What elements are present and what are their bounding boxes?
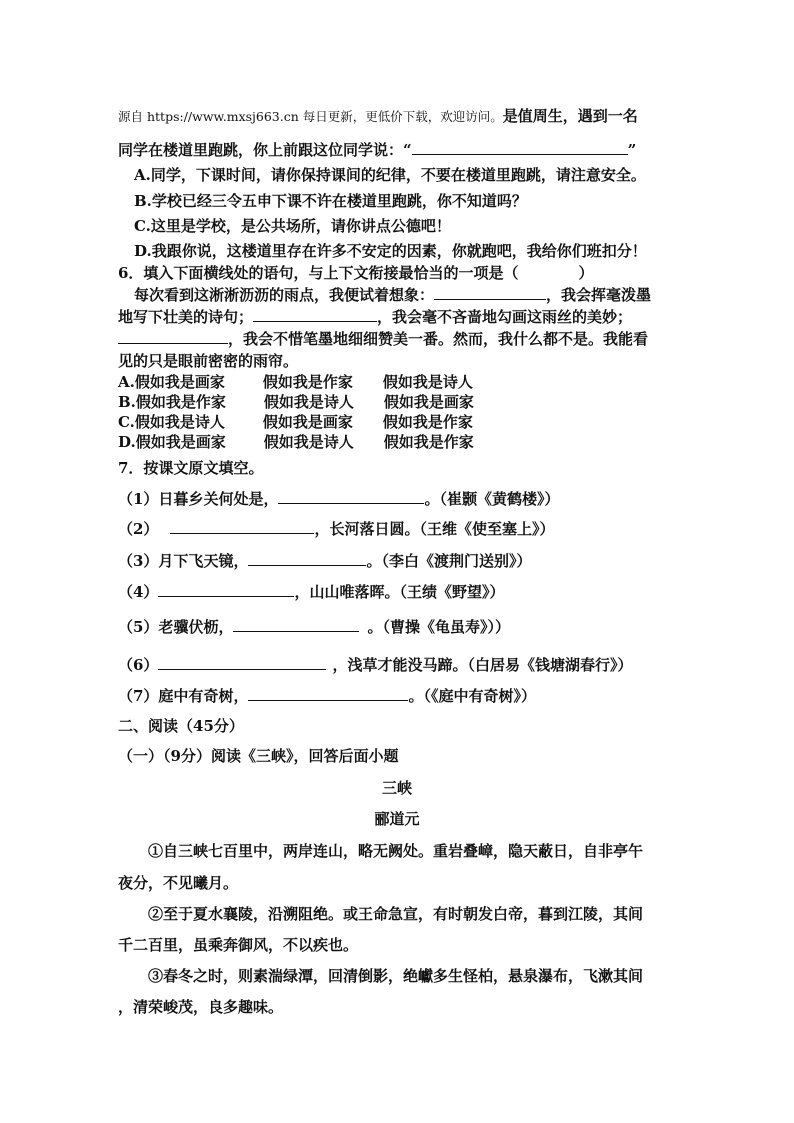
q7-item-7: （7）庭中有奇树， 。（《庭中有奇树》） [118, 687, 536, 705]
q6-answer-blank[interactable] [518, 264, 578, 278]
q6-passage-line-4: 见的只是眼前密密的雨帘。 [118, 352, 299, 370]
q7-blank-4[interactable] [158, 582, 294, 597]
passage-para-2-line-1: ②至于夏水襄陵，沿溯阻绝。或王命急宣，有时朝发白帝，暮到江陵，其间 [148, 905, 644, 923]
q7-item-6: （6） ，浅草才能没马蹄。（白居易《钱塘湖春行》） [118, 656, 633, 674]
passage-para-3-line-2: ，清荣峻茂，良多趣味。 [118, 998, 284, 1016]
q7-blank-2[interactable] [170, 519, 314, 534]
q6-blank-2[interactable] [253, 307, 377, 322]
header-line [118, 106, 638, 127]
passage-title: 三峡 [381, 779, 412, 797]
passage-para-3-line-1: ③春冬之时，则素湍绿潭，回清倒影，绝巘多生怪柏，悬泉瀑布，飞漱其间 [148, 967, 644, 985]
q7-item-4: （4） ，山山唯落晖。（王绩《野望》） [118, 583, 505, 601]
q6-passage-line-1: 每次看到这淅淅沥沥的雨点，我便试着想象： ，我会挥毫泼墨 [134, 286, 652, 304]
q6-stem: 6．填入下面横线处的语句，与上下文衔接最恰当的一项是（ ） [118, 264, 594, 282]
passage-author: 郦道元 [374, 810, 420, 828]
q7-blank-1[interactable] [278, 489, 424, 504]
section-heading: 二、阅读（45分） [118, 717, 244, 735]
q6-passage-line-3: ，我会不惜笔墨地细细赞美一番。然而，我什么都不是。我能看 [118, 329, 648, 349]
q5-prompt: 同学在楼道里跑跳，你上前跟这位同学说：“ ” [118, 141, 637, 159]
q6-passage-line-2: 地写下壮美的诗句； ，我会毫不吝啬地勾画这雨丝的美妙； [118, 308, 633, 326]
q5-intro: 是值周生，遇到一名 [502, 107, 638, 125]
source-note: 源自 https://www.mxsj663.cn 每日更新，更低价下载，欢迎访问。 [118, 109, 503, 124]
q5-option-a: A.同学，下课时间，请你保持课间的纪律，不要在楼道里跑跳，请注意安全。 [134, 166, 646, 184]
passage-para-1-line-2: 夜分，不见曦月。 [118, 874, 239, 892]
q7-blank-6[interactable] [158, 655, 326, 670]
q7-item-3: （3）月下飞天镜， 。（李白《渡荆门送别》） [118, 552, 532, 570]
q5-option-b: B.学校已经三令五申下课不许在楼道里跑跳，你不知道吗？ [134, 192, 527, 210]
q6-blank-1[interactable] [434, 285, 546, 300]
q6-option-b: B.假如我是作家 假如我是诗人 假如我是画家 [118, 393, 474, 411]
q7-blank-7[interactable] [248, 686, 408, 701]
passage-para-2-line-2: 千二百里，虽乘奔御风，不以疾也。 [118, 936, 359, 954]
reading-part-heading: （一）（9分）阅读《三峡》，回答后面小题 [118, 747, 399, 765]
q6-option-d: D.假如我是画家 假如我是诗人 假如我是作家 [118, 433, 474, 451]
q5-option-c: C.这里是学校，是公共场所，请你讲点公德吧！ [134, 217, 451, 235]
q6-option-a: A.假如我是画家 假如我是作家 假如我是诗人 [118, 373, 473, 391]
q5-option-d: D.我跟你说，这楼道里存在许多不安定的因素，你就跑吧，我给你们班扣分！ [134, 242, 647, 260]
q6-option-c: C.假如我是诗人 假如我是画家 假如我是作家 [118, 413, 473, 431]
q7-blank-3[interactable] [248, 551, 366, 566]
q7-blank-5[interactable] [233, 617, 359, 632]
q7-item-5: （5）老骥伏枥， 。（曹操《龟虽寿》）） [118, 618, 510, 636]
q7-title: 7．按课文原文填空。 [118, 459, 264, 477]
q5-answer-blank[interactable] [412, 140, 628, 155]
q7-item-1: （1）日暮乡关何处是， 。（崔颢《黄鹤楼》） [118, 490, 560, 508]
q7-item-2: （2） ，长河落日圆。（王维《使至塞上》） [118, 520, 555, 538]
passage-para-1-line-1: ①自三峡七百里中，两岸连山，略无阙处。重岩叠嶂，隐天蔽日，自非亭午 [148, 842, 644, 860]
q6-blank-3[interactable] [118, 329, 228, 344]
